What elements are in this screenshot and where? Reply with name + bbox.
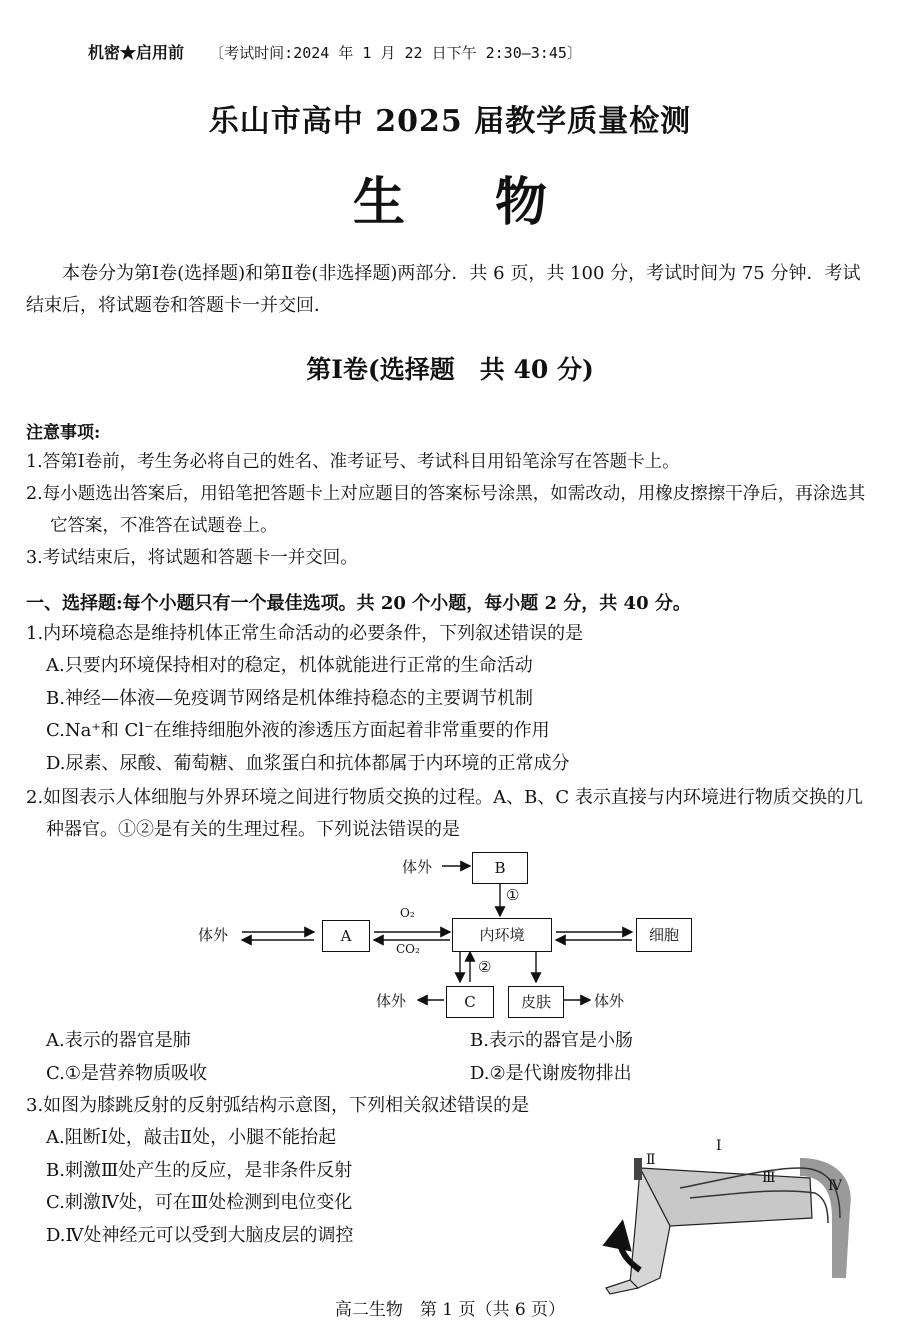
exam-header (88, 40, 582, 63)
internal-environment-box: 内环境 (452, 918, 552, 952)
notice-heading: 注意事项: (26, 423, 101, 443)
question-stem: 2.如图表示人体细胞与外界环境之间进行物质交换的过程。A、B、C 表示直接与内环境进行物质交换的几种器官。①②是有关的生理过程。下列说法错误的是 (26, 787, 863, 840)
option-b: B.刺激Ⅲ处产生的反应，是非条件反射 (46, 1159, 353, 1181)
option-d: D.尿素、尿酸、葡萄糖、血浆蛋白和抗体都属于内环境的正常成分 (46, 752, 570, 774)
option-a: A.只要内环境保持相对的稳定，机体就能进行正常的生命活动 (46, 655, 533, 676)
reflex-arc-figure (600, 1138, 860, 1298)
subject-title: 生物 (352, 172, 637, 233)
label-ii: Ⅱ (646, 1152, 656, 1168)
question-1 (26, 618, 874, 780)
process-2-label: ② (478, 958, 492, 976)
section-title: 第Ⅰ卷(选择题 共 40 分) (306, 355, 594, 384)
organ-b-box: B (472, 852, 528, 884)
o2-label: O₂ (400, 906, 415, 920)
outside-label: 体外 (594, 992, 625, 1010)
option-b: B.神经—体液—免疫调节网络是机体维持稳态的主要调节机制 (46, 687, 533, 709)
option-d: D.Ⅳ处神经元可以受到大脑皮层的调控 (46, 1224, 354, 1246)
intro-paragraph: 本卷分为第Ⅰ卷(选择题)和第Ⅱ卷(非选择题)两部分．共 6 页，共 100 分，考试时间为 75 分钟．考试结束后，将试题卷和答题卡一并交回． (26, 263, 861, 316)
option-a: A.表示的器官是肺 (46, 1030, 191, 1051)
page-footer: 高二生物 第 1 页（共 6 页） (334, 1300, 566, 1320)
notice-item: 3.考试结束后，将试题和答题卡一并交回。 (26, 548, 358, 568)
notice-list (26, 446, 874, 574)
label-iii: Ⅲ (762, 1170, 776, 1186)
organ-a-box: A (322, 920, 370, 952)
notice-item: 2.每小题选出答案后，用铅笔把答题卡上对应题目的答案标号涂黑，如需改动，用橡皮擦擦干净后，再涂选其它答案，不准答在试题卷上。 (26, 484, 866, 536)
label-i: Ⅰ (716, 1138, 722, 1154)
outside-label: 体外 (376, 992, 407, 1010)
question-2-options-right (470, 1024, 633, 1090)
option-a: A.阻断Ⅰ处，敲击Ⅱ处，小腿不能抬起 (46, 1127, 337, 1148)
co2-label: CO₂ (396, 942, 420, 956)
exam-title: 乐山市高中 2025 届教学质量检测 (208, 104, 692, 139)
label-iv: Ⅳ (828, 1178, 842, 1194)
knee-reflex-illustration (600, 1148, 860, 1298)
option-c: C.刺激Ⅳ处，可在Ⅲ处检测到电位变化 (46, 1192, 353, 1213)
process-1-label: ① (506, 886, 520, 904)
option-b: B.表示的器官是小肠 (470, 1030, 633, 1051)
question-2 (26, 782, 874, 846)
option-d: D.②是代谢废物排出 (470, 1063, 632, 1084)
part-heading-text: 一、选择题:每个小题只有一个最佳选项。共 20 个小题，每小题 2 分，共 40 分。 (26, 593, 691, 614)
exchange-diagram (180, 846, 710, 1026)
option-c: C.Na⁺和 Cl⁻在维持细胞外液的渗透压方面起着非常重要的作用 (46, 720, 550, 741)
exam-time: 〔考试时间:2024 年 1 月 22 日下午 2:30—3:45〕 (209, 44, 582, 62)
notice-item: 1.答第Ⅰ卷前，考生务必将自己的姓名、准考证号、考试科目用铅笔涂写在答题卡上。 (26, 452, 680, 472)
skin-box: 皮肤 (508, 986, 564, 1018)
outside-label: 体外 (402, 858, 433, 876)
part-heading (26, 588, 874, 620)
option-c: C.①是营养物质吸收 (46, 1063, 207, 1084)
question-stem: 3.如图为膝跳反射的反射弧结构示意图，下列相关叙述错误的是 (26, 1095, 530, 1116)
question-2-options-left (46, 1024, 207, 1090)
organ-c-box: C (446, 986, 494, 1018)
question-stem: 1.内环境稳态是维持机体正常生命活动的必要条件，下列叙述错误的是 (26, 623, 584, 644)
diagram-arrows (180, 846, 710, 1026)
cell-box: 细胞 (636, 918, 692, 952)
confidential-label: 机密★启用前 (88, 43, 185, 62)
outside-label: 体外 (198, 926, 229, 944)
